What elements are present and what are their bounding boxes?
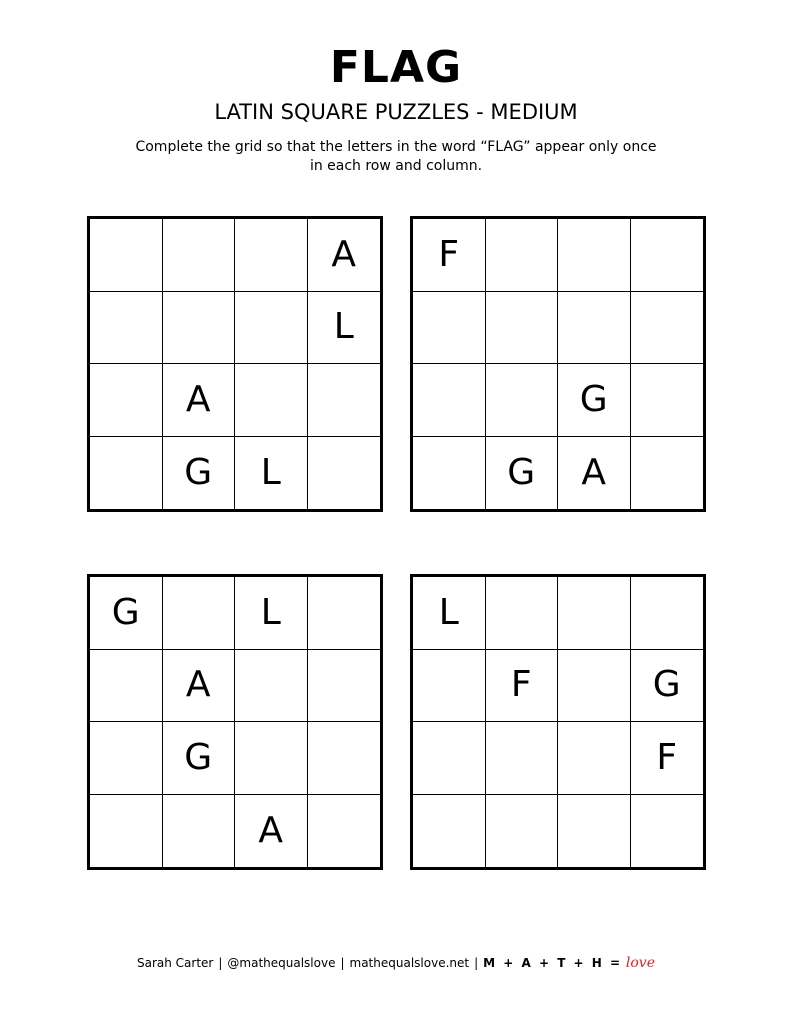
grid-cell bbox=[90, 650, 163, 723]
footer-separator: | bbox=[218, 956, 223, 970]
puzzle-grid-1 bbox=[87, 216, 383, 512]
grid-cell bbox=[308, 650, 381, 723]
grid-cell bbox=[90, 292, 163, 365]
grid-cell bbox=[631, 795, 704, 868]
grid-cell: F bbox=[631, 722, 704, 795]
grid-cell bbox=[486, 577, 559, 650]
grid-cell bbox=[558, 650, 631, 723]
grid-cell bbox=[631, 577, 704, 650]
grid-cell bbox=[631, 292, 704, 365]
grid-cell bbox=[235, 722, 308, 795]
grid-cell bbox=[235, 292, 308, 365]
grid-cell: G bbox=[163, 437, 236, 510]
grid-cell bbox=[163, 795, 236, 868]
grid-cell bbox=[413, 722, 486, 795]
footer-brand-love: love bbox=[625, 955, 655, 971]
grid-cell bbox=[413, 437, 486, 510]
grid-cell bbox=[163, 219, 236, 292]
instructions-line-1: Complete the grid so that the letters in the word “FLAG” appear only once bbox=[135, 139, 657, 155]
grid-cell: A bbox=[235, 795, 308, 868]
grid-cell: A bbox=[558, 437, 631, 510]
grid-cell bbox=[235, 219, 308, 292]
grid-cell: L bbox=[308, 292, 381, 365]
grid-cell: G bbox=[486, 437, 559, 510]
grid-cell bbox=[235, 364, 308, 437]
grid-cell: L bbox=[235, 577, 308, 650]
grid-cell: A bbox=[308, 219, 381, 292]
grid-cell bbox=[90, 795, 163, 868]
grid-cell bbox=[413, 795, 486, 868]
grid-cell: L bbox=[413, 577, 486, 650]
footer-brand: M + A + T + H = bbox=[483, 956, 623, 970]
grid-cell bbox=[486, 292, 559, 365]
grid-cell bbox=[90, 437, 163, 510]
grid-cell: G bbox=[90, 577, 163, 650]
grid-cell: L bbox=[235, 437, 308, 510]
grid-cell bbox=[486, 364, 559, 437]
grid-cell bbox=[631, 437, 704, 510]
grid-cell bbox=[486, 795, 559, 868]
grid-cell bbox=[558, 722, 631, 795]
page-title: FLAG bbox=[329, 42, 463, 93]
grid-cell bbox=[413, 292, 486, 365]
grid-cell bbox=[308, 364, 381, 437]
footer-separator: | bbox=[340, 956, 345, 970]
grid-cell bbox=[631, 364, 704, 437]
grid-cell bbox=[308, 437, 381, 510]
grid-cell: A bbox=[163, 650, 236, 723]
footer-website: mathequalslove.net bbox=[349, 956, 470, 970]
grid-cell bbox=[90, 219, 163, 292]
grid-cell bbox=[558, 795, 631, 868]
instructions bbox=[96, 138, 696, 176]
grid-cell bbox=[558, 219, 631, 292]
grid-cell bbox=[631, 219, 704, 292]
grid-cell: F bbox=[413, 219, 486, 292]
grid-cell: F bbox=[486, 650, 559, 723]
footer-author: Sarah Carter bbox=[136, 956, 214, 970]
grid-cell: G bbox=[558, 364, 631, 437]
grid-cell: A bbox=[163, 364, 236, 437]
puzzle-grid-4 bbox=[410, 574, 706, 870]
grid-cell: G bbox=[163, 722, 236, 795]
grid-cell bbox=[413, 650, 486, 723]
grid-cell bbox=[235, 650, 308, 723]
grid-cell bbox=[558, 292, 631, 365]
footer-separator: | bbox=[474, 956, 479, 970]
grid-cell bbox=[308, 795, 381, 868]
footer-handle: @mathequalslove bbox=[227, 956, 336, 970]
grid-cell bbox=[308, 577, 381, 650]
instructions-line-2: in each row and column. bbox=[309, 158, 483, 174]
footer bbox=[0, 955, 792, 971]
grid-cell bbox=[308, 722, 381, 795]
grid-cell bbox=[413, 364, 486, 437]
puzzle-grid-2 bbox=[410, 216, 706, 512]
grid-cell bbox=[486, 219, 559, 292]
puzzle-grid-3 bbox=[87, 574, 383, 870]
grid-cell bbox=[163, 577, 236, 650]
grid-cell bbox=[90, 722, 163, 795]
page-subtitle: LATIN SQUARE PUZZLES - MEDIUM bbox=[214, 100, 578, 124]
grid-cell bbox=[558, 577, 631, 650]
grid-cell bbox=[90, 364, 163, 437]
grid-cell: G bbox=[631, 650, 704, 723]
grid-cell bbox=[486, 722, 559, 795]
grid-cell bbox=[163, 292, 236, 365]
